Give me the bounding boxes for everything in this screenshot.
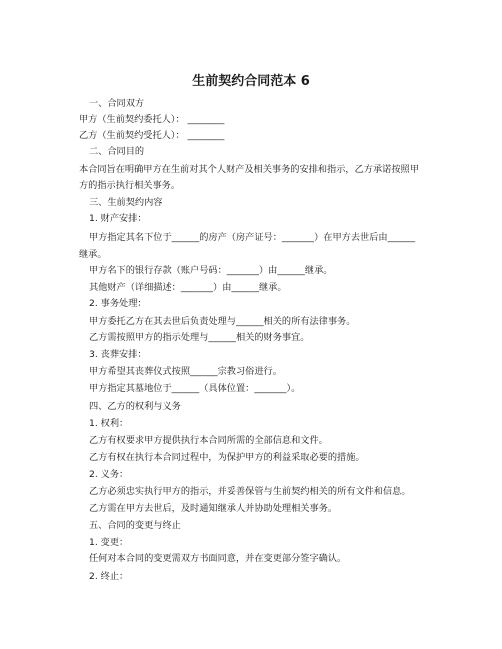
paragraph-line: 其他财产（详细描述：_______）由______继承。 (89, 282, 287, 293)
paragraph-line: 继承。 (79, 249, 107, 260)
paragraph-line: 乙方有权在执行本合同过程中，为保护甲方的利益采取必要的措施。 (89, 452, 365, 463)
paragraph-line: 乙方有权要求甲方提供执行本合同所需的全部信息和文件。 (89, 435, 328, 446)
paragraph-line: 方的指示执行相关事务。 (79, 180, 181, 191)
party-a-line: 甲方（生前契约委托人）： ________ (79, 114, 225, 125)
paragraph-line: 甲方指定其名下位于______的房产（房产证号：_______）在甲方去世后由______ (89, 232, 416, 243)
subsection-heading: 3. 丧葬安排： (89, 349, 147, 360)
subsection-heading: 2. 义务： (89, 469, 129, 480)
document-title: 生前契约合同范本 6 (192, 74, 310, 89)
section-heading-rights: 四、乙方的权利与义务 (89, 401, 181, 412)
paragraph-line: 乙方需在甲方去世后，及时通知继承人并协助处理相关事务。 (89, 503, 338, 514)
subsection-heading: 1. 财产安排： (89, 213, 147, 224)
paragraph-line: 甲方委托乙方在其去世后负责处理与______相关的所有法律事务。 (89, 316, 356, 327)
paragraph-line: 乙方需按照甲方的指示处理与______相关的财务事宜。 (89, 332, 310, 343)
party-b-line: 乙方（生前契约受托人）： ________ (79, 130, 225, 141)
section-heading-change: 五、合同的变更与终止 (89, 520, 181, 531)
paragraph-line: 本合同旨在明确甲方在生前对其个人财产及相关事务的安排和指示，乙方承诺按照甲 (79, 164, 419, 175)
paragraph-line: 乙方必须忠实执行甲方的指示，并妥善保管与生前契约相关的所有文件和信息。 (89, 486, 411, 497)
subsection-heading: 1. 权利： (89, 418, 129, 429)
subsection-heading: 1. 变更： (89, 537, 129, 548)
section-heading-parties: 一、合同双方 (89, 98, 145, 109)
subsection-heading: 2. 终止： (89, 571, 129, 582)
section-heading-purpose: 二、合同目的 (89, 146, 145, 157)
paragraph-line: 任何对本合同的变更需双方书面同意，并在变更部分签字确认。 (89, 553, 347, 564)
section-heading-content: 三、生前契约内容 (89, 197, 163, 208)
paragraph-line: 甲方希望其丧葬仪式按照______宗教习俗进行。 (89, 366, 282, 377)
subsection-heading: 2. 事务处理： (89, 298, 147, 309)
paragraph-line: 甲方指定其墓地位于______（具体位置：_______）。 (89, 383, 301, 394)
paragraph-line: 甲方名下的银行存款（账户号码：_______）由______继承。 (89, 265, 333, 276)
